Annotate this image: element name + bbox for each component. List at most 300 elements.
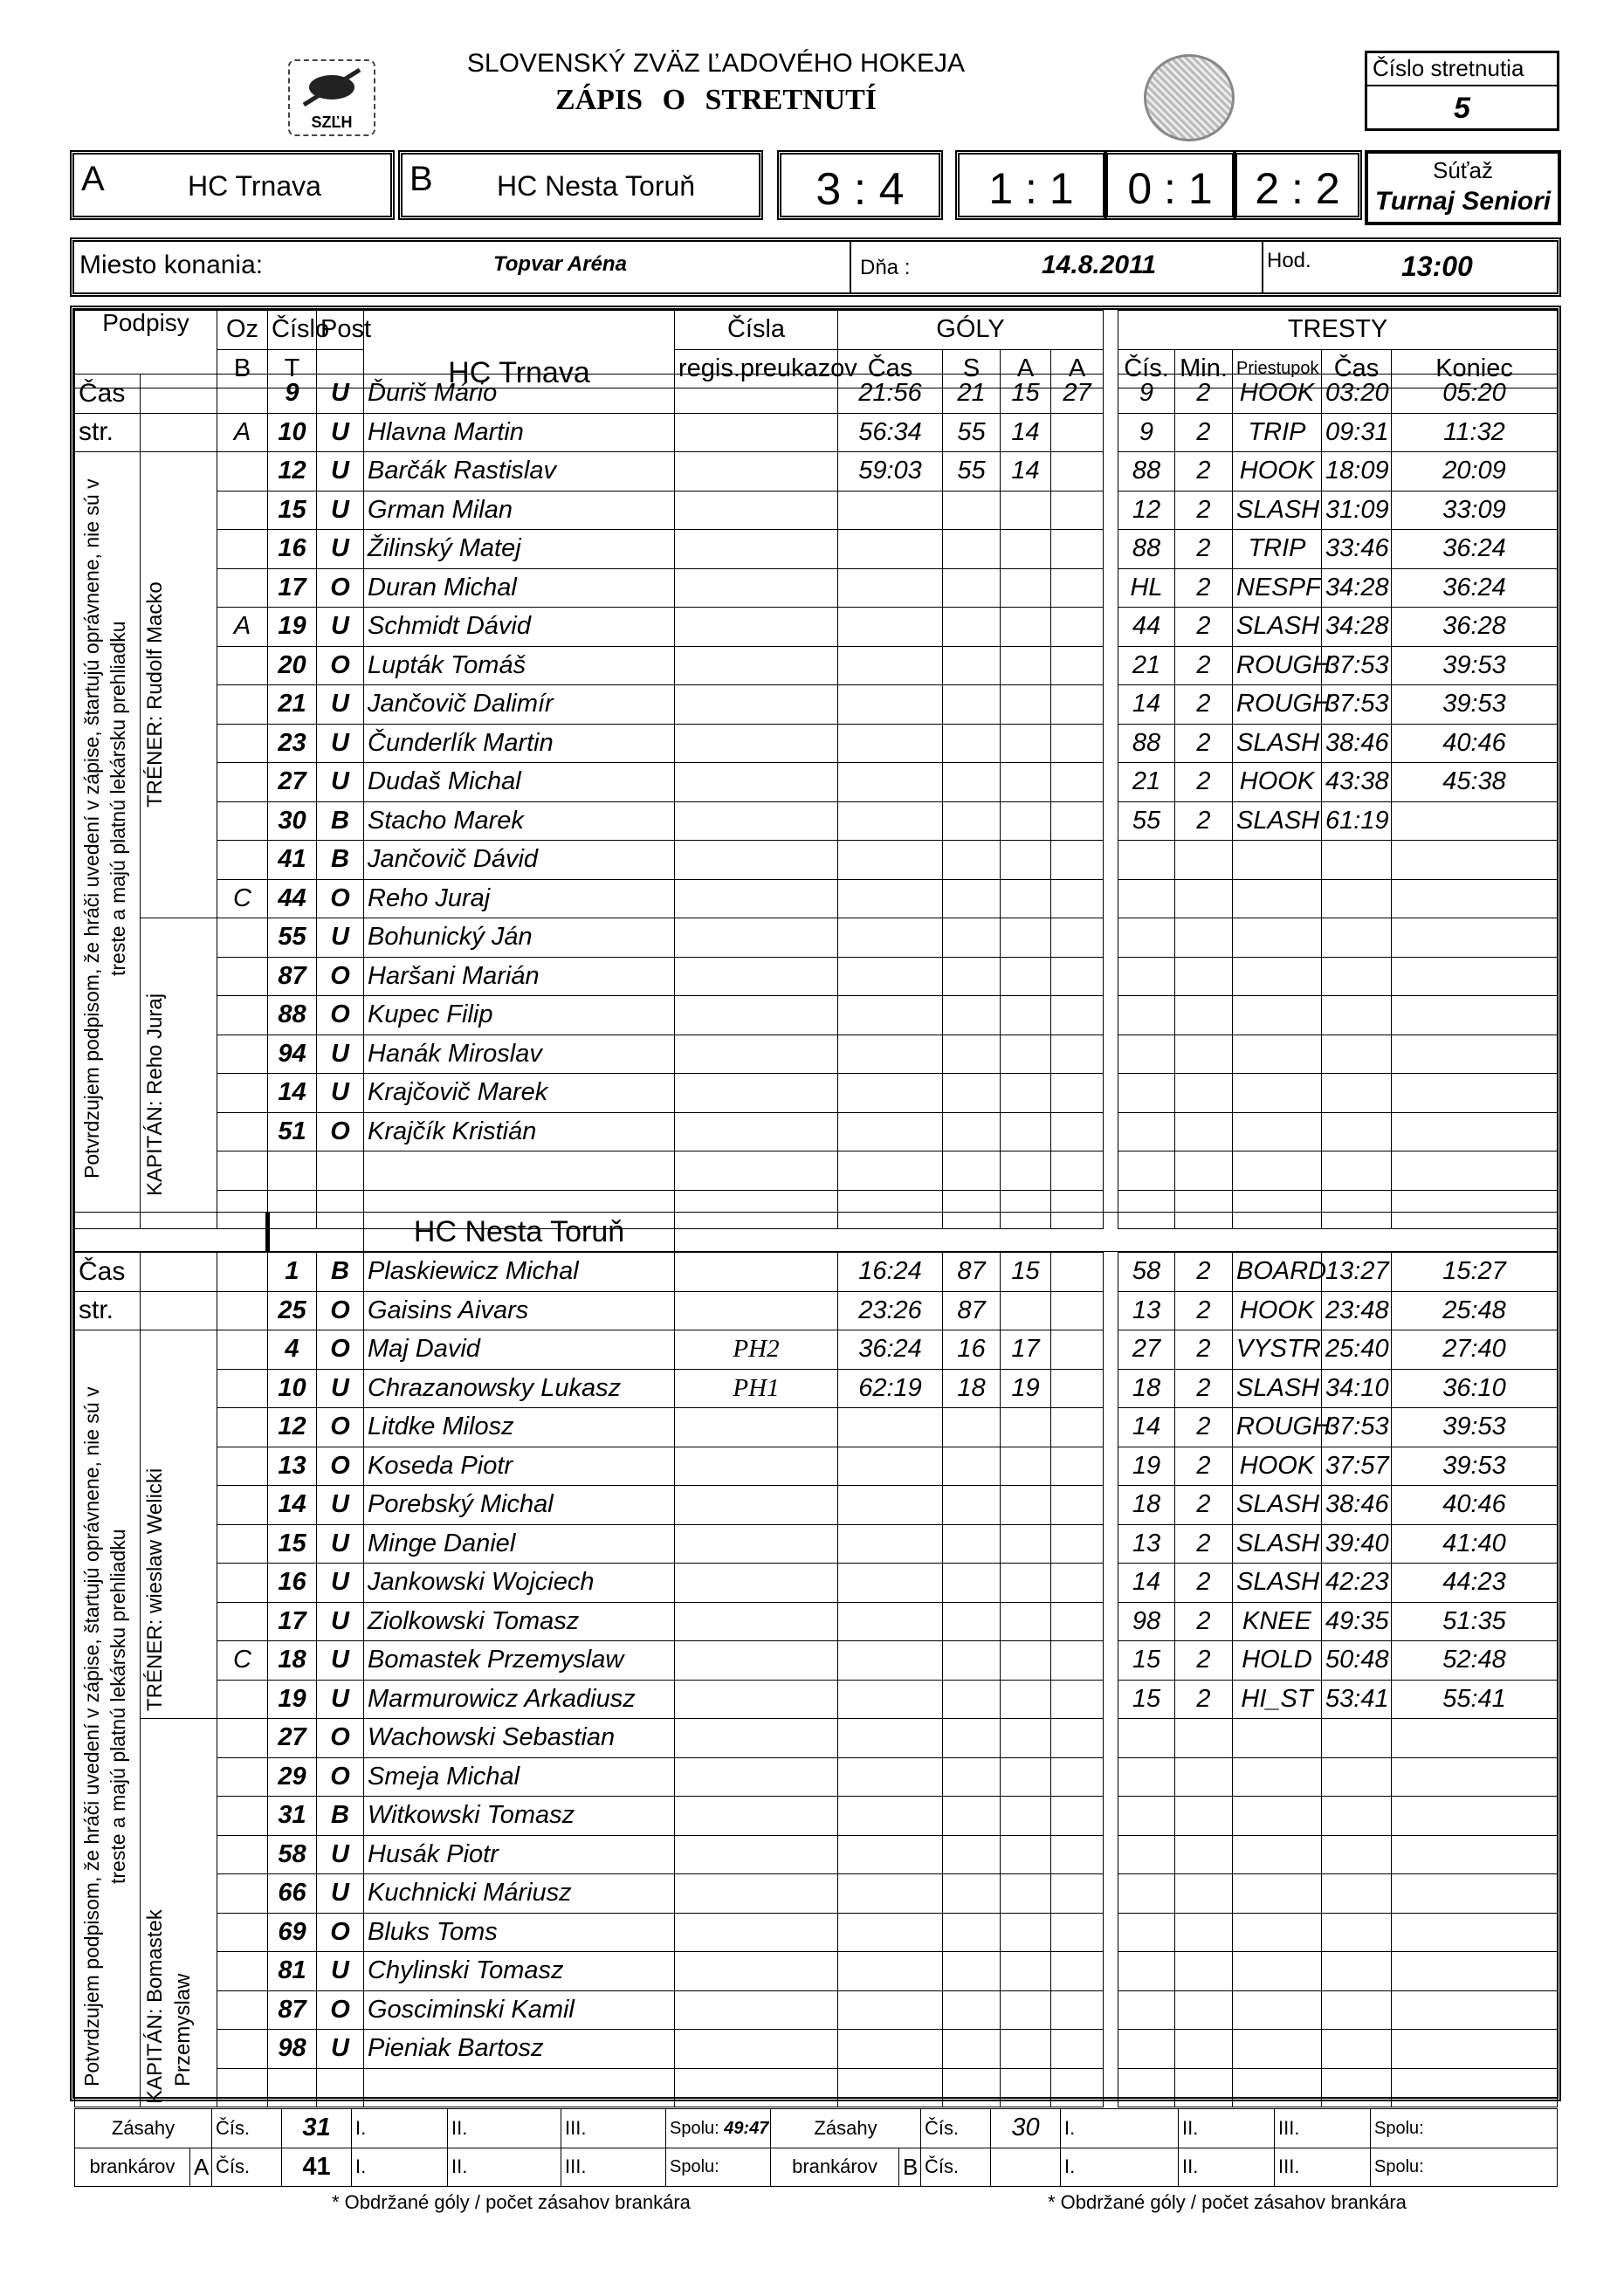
captain-mark	[217, 2030, 268, 2069]
goalie-label-b-2: brankárov	[771, 2148, 899, 2187]
goal-assist-2	[1051, 1757, 1104, 1797]
penalty-offense: SLASH	[1233, 608, 1322, 647]
registration-number	[675, 646, 838, 685]
jersey-number: 20	[268, 646, 317, 685]
penalty-minutes: 2	[1175, 646, 1233, 685]
goal-time	[838, 646, 943, 685]
spacer	[1104, 608, 1118, 647]
penalty-start	[1322, 879, 1392, 918]
penalty-minutes	[1175, 1035, 1233, 1074]
goal-assist-2	[1051, 646, 1104, 685]
goalie-label-b-1: Zásahy	[771, 2109, 921, 2148]
penalty-player: 13	[1118, 1524, 1175, 1564]
goal-time: 62:19	[838, 1369, 943, 1408]
goal-scorer	[943, 646, 1001, 685]
goal-assist-1	[1001, 996, 1051, 1035]
goal-assist-2	[1051, 1330, 1104, 1370]
penalty-offense: HOOK	[1233, 1291, 1322, 1330]
penalty-end	[1392, 1835, 1558, 1874]
penalty-offense: HOOK	[1233, 452, 1322, 492]
spacer	[1104, 1602, 1118, 1641]
captain-mark	[217, 530, 268, 569]
goal-assist-1	[1001, 491, 1051, 530]
penalty-player: 18	[1118, 1486, 1175, 1525]
goal-time	[838, 608, 943, 647]
penalty-start	[1322, 2068, 1392, 2107]
registration-number	[675, 530, 838, 569]
signatures-header: Podpisy	[75, 311, 217, 388]
registration-number	[675, 724, 838, 763]
penalty-player	[1118, 1757, 1175, 1797]
goal-assist-1	[1001, 2030, 1051, 2069]
goal-scorer: 21	[943, 375, 1001, 414]
team-b-table-title: HC Nesta Toruň	[364, 1213, 675, 1252]
position: U	[317, 685, 364, 725]
penalty-offense: NESPF	[1233, 568, 1322, 608]
table-row	[75, 1291, 1558, 1330]
spacer	[1104, 841, 1118, 880]
goal-assist-2	[1051, 1990, 1104, 2030]
player-name: Bluks Toms	[364, 1913, 675, 1952]
penalty-minutes: 2	[1175, 375, 1233, 414]
registration-number	[675, 1035, 838, 1074]
position: U	[317, 918, 364, 958]
penalty-offense: TRIP	[1233, 530, 1322, 569]
goal-assist-1	[1001, 957, 1051, 996]
player-name: Gaisins Aivars	[364, 1291, 675, 1330]
goalie-a1-p1: I.	[352, 2109, 448, 2148]
number-header: Číslo	[268, 311, 317, 350]
table-row	[75, 1757, 1558, 1797]
goal-time	[838, 1641, 943, 1681]
penalty-end: 44:23	[1392, 1564, 1558, 1603]
penalty-offense	[1233, 879, 1322, 918]
team-a-captain: KAPITÁN: Reho Juraj	[143, 993, 167, 1196]
penalty-end: 36:24	[1392, 568, 1558, 608]
registration-number	[675, 452, 838, 492]
goal-assist-2	[1051, 1680, 1104, 1719]
player-name: Bohunický Ján	[364, 918, 675, 958]
player-name: Jančovič Dávid	[364, 841, 675, 880]
penalty-start	[1322, 1151, 1392, 1191]
penalty-minutes	[1175, 1151, 1233, 1191]
spacer	[1104, 1151, 1118, 1191]
penalty-start: 37:53	[1322, 1408, 1392, 1447]
penalty-start: 34:28	[1322, 608, 1392, 647]
penalty-minutes	[1175, 1757, 1233, 1797]
score-separator: :	[1025, 164, 1037, 213]
player-name: Witkowski Tomasz	[364, 1797, 675, 1836]
penalty-offense: SLASH	[1233, 1564, 1322, 1603]
captain-mark	[217, 1447, 268, 1486]
goal-assist-2	[1051, 1564, 1104, 1603]
penalties-header: TRESTY	[1118, 311, 1558, 350]
penalty-offense	[1233, 1835, 1322, 1874]
goal-assist-1	[1001, 646, 1051, 685]
penalty-end: 15:27	[1392, 1253, 1558, 1292]
captain-mark: C	[217, 1641, 268, 1681]
penalty-start: 50:48	[1322, 1641, 1392, 1681]
penalty-start	[1322, 996, 1392, 1035]
player-name: Haršani Marián	[364, 957, 675, 996]
penalty-minutes	[1175, 957, 1233, 996]
captain-mark	[217, 1330, 268, 1370]
table-row	[75, 1035, 1558, 1074]
player-name: Chrazanowsky Lukasz	[364, 1369, 675, 1408]
captain-mark	[217, 685, 268, 725]
penalty-offense	[1233, 1797, 1322, 1836]
registration-number	[675, 1408, 838, 1447]
goal-scorer	[943, 1913, 1001, 1952]
penalty-start: 61:19	[1322, 801, 1392, 841]
position: U	[317, 2030, 364, 2069]
goal-scorer	[943, 1990, 1001, 2030]
jersey-number: 55	[268, 918, 317, 958]
penalty-start: 42:23	[1322, 1564, 1392, 1603]
goal-time	[838, 957, 943, 996]
penalty-start: 37:53	[1322, 646, 1392, 685]
goal-assist-1	[1001, 1990, 1051, 2030]
penalty-offense: BOARD	[1233, 1253, 1322, 1292]
penalty-player	[1118, 1035, 1175, 1074]
pen-number-header: Čís.	[1118, 349, 1175, 388]
penalty-player: 88	[1118, 530, 1175, 569]
goalie-b1-p2: II.	[1179, 2109, 1275, 2148]
time-out-label-2: str.	[75, 413, 141, 452]
logo-text: SZĽH	[311, 113, 353, 131]
jersey-number: 13	[268, 1447, 317, 1486]
table-row	[75, 646, 1558, 685]
jersey-number: 1	[268, 1253, 317, 1292]
penalty-player	[1118, 996, 1175, 1035]
penalty-player: 19	[1118, 1447, 1175, 1486]
table-row	[75, 1369, 1558, 1408]
jersey-number: 31	[268, 1797, 317, 1836]
penalty-player: 21	[1118, 646, 1175, 685]
goal-time	[838, 1112, 943, 1151]
goal-scorer	[943, 1074, 1001, 1113]
position: U	[317, 1074, 364, 1113]
penalty-end: 40:46	[1392, 724, 1558, 763]
goal-scorer: 18	[943, 1369, 1001, 1408]
registration-number	[675, 1253, 838, 1292]
position: B	[317, 1253, 364, 1292]
goal-scorer	[943, 685, 1001, 725]
jersey-number: 44	[268, 879, 317, 918]
position: O	[317, 1757, 364, 1797]
player-name: Žilinský Matej	[364, 530, 675, 569]
goal-time	[838, 1835, 943, 1874]
registration-number	[675, 375, 838, 414]
goalie-b1-number: 30	[991, 2109, 1061, 2148]
goal-assist-2	[1051, 1641, 1104, 1681]
penalty-end: 39:53	[1392, 1447, 1558, 1486]
captain-mark	[217, 1952, 268, 1991]
spacer	[1104, 1913, 1118, 1952]
goal-scorer	[943, 996, 1001, 1035]
jersey-number: 19	[268, 1680, 317, 1719]
goal-assist-1	[1001, 724, 1051, 763]
penalty-player	[1118, 1151, 1175, 1191]
captain-mark	[217, 1112, 268, 1151]
jersey-number: 87	[268, 1990, 317, 2030]
szlh-logo	[288, 59, 375, 136]
registration-number	[675, 763, 838, 802]
pen-minutes-header: Min.	[1175, 349, 1233, 388]
penalty-start	[1322, 1112, 1392, 1151]
goal-scorer	[943, 1486, 1001, 1525]
goal-assist-1	[1001, 530, 1051, 569]
registration-number: PH2	[675, 1330, 838, 1370]
position: O	[317, 1990, 364, 2030]
team-a-letter: A	[81, 160, 105, 198]
spacer	[1104, 1291, 1118, 1330]
penalty-end	[1392, 1757, 1558, 1797]
position: U	[317, 452, 364, 492]
goal-assist-1: 17	[1001, 1330, 1051, 1370]
goal-assist-2	[1051, 491, 1104, 530]
position: O	[317, 1447, 364, 1486]
signature-cell	[141, 375, 217, 414]
penalty-end: 36:10	[1392, 1369, 1558, 1408]
spacer	[1104, 1074, 1118, 1113]
jersey-number	[268, 1151, 317, 1191]
pen-start-header: Čas	[1322, 349, 1392, 388]
spacer	[1104, 1330, 1118, 1370]
goal-time	[838, 1447, 943, 1486]
goal-time	[838, 724, 943, 763]
league-crest	[1144, 54, 1235, 141]
penalty-start	[1322, 918, 1392, 958]
penalty-start: 31:09	[1322, 491, 1392, 530]
team-b-captain-1: KAPITÁN: Bomastek	[143, 1909, 167, 2104]
team-b-box	[398, 150, 763, 220]
goalie-team-a-letter: A	[190, 2148, 212, 2187]
table-row	[75, 1486, 1558, 1525]
spacer	[1104, 1797, 1118, 1836]
penalty-end: 39:53	[1392, 685, 1558, 725]
table-row	[75, 879, 1558, 918]
captain-mark	[217, 1757, 268, 1797]
registration-number	[675, 1602, 838, 1641]
penalty-player	[1118, 1797, 1175, 1836]
registration-number	[675, 1564, 838, 1603]
penalty-offense	[1233, 2068, 1322, 2107]
table-row	[75, 2068, 1558, 2107]
team-a-coach: TRÉNER: Rudolf Macko	[143, 581, 167, 808]
goal-assist-1	[1001, 1112, 1051, 1151]
assist1-header: A	[1001, 349, 1051, 388]
penalty-start: 13:27	[1322, 1253, 1392, 1292]
goal-assist-2	[1051, 1835, 1104, 1874]
reg-header-2: regis.preukazov	[675, 349, 838, 388]
goal-scorer	[943, 1757, 1001, 1797]
goal-assist-1	[1001, 763, 1051, 802]
goal-time	[838, 1602, 943, 1641]
jersey-number	[268, 2068, 317, 2107]
table-row	[75, 763, 1558, 802]
penalty-minutes	[1175, 1112, 1233, 1151]
goal-scorer	[943, 1151, 1001, 1191]
goal-scorer	[943, 1524, 1001, 1564]
penalty-minutes	[1175, 1797, 1233, 1836]
goal-scorer	[943, 724, 1001, 763]
penalty-minutes	[1175, 1074, 1233, 1113]
penalty-start	[1322, 1074, 1392, 1113]
player-name: Plaskiewicz Michal	[364, 1253, 675, 1292]
penalty-end	[1392, 1112, 1558, 1151]
goal-time	[838, 1757, 943, 1797]
goal-assist-1: 15	[1001, 1253, 1051, 1292]
registration-number	[675, 957, 838, 996]
penalty-player: 88	[1118, 724, 1175, 763]
penalty-minutes	[1175, 1990, 1233, 2030]
reg-header-1: Čísla	[675, 311, 838, 350]
penalty-start	[1322, 1757, 1392, 1797]
goal-time	[838, 1408, 943, 1447]
position: U	[317, 491, 364, 530]
goal-time	[838, 1074, 943, 1113]
spacer	[1104, 1486, 1118, 1525]
penalty-minutes: 2	[1175, 685, 1233, 725]
spacer	[1104, 2030, 1118, 2069]
penalty-minutes: 2	[1175, 452, 1233, 492]
goal-assist-1	[1001, 1835, 1051, 1874]
goal-assist-2	[1051, 452, 1104, 492]
jersey-number: 12	[268, 1408, 317, 1447]
penalty-start: 03:20	[1322, 375, 1392, 414]
player-name: Schmidt Dávid	[364, 608, 675, 647]
goal-assist-2	[1051, 1447, 1104, 1486]
goal-assist-1	[1001, 1035, 1051, 1074]
jersey-number: 12	[268, 452, 317, 492]
goal-assist-1	[1001, 1797, 1051, 1836]
spacer	[1104, 530, 1118, 569]
position: U	[317, 724, 364, 763]
position: U	[317, 1369, 364, 1408]
team-a-box	[70, 150, 395, 220]
penalty-minutes	[1175, 1913, 1233, 1952]
position: U	[317, 375, 364, 414]
penalty-offense	[1233, 1151, 1322, 1191]
penalty-minutes	[1175, 996, 1233, 1035]
registration-number	[675, 608, 838, 647]
goal-assist-1	[1001, 879, 1051, 918]
penalty-player	[1118, 1074, 1175, 1113]
table-row	[75, 1913, 1558, 1952]
penalty-start: 34:28	[1322, 568, 1392, 608]
goal-scorer	[943, 2068, 1001, 2107]
penalty-end: 27:40	[1392, 1330, 1558, 1370]
goal-scorer	[943, 1564, 1001, 1603]
table-row	[75, 1602, 1558, 1641]
document-title: ZÁPIS O STRETNUTÍ	[554, 84, 877, 116]
spacer	[1104, 1112, 1118, 1151]
goal-assist-1	[1001, 801, 1051, 841]
goal-time	[838, 1680, 943, 1719]
penalty-start	[1322, 1835, 1392, 1874]
penalty-offense: ROUGH	[1233, 646, 1322, 685]
goalie-label-a-1: Zásahy	[75, 2109, 212, 2148]
jersey-number: 16	[268, 1564, 317, 1603]
oz-header: Oz	[217, 311, 268, 350]
table-row	[75, 957, 1558, 996]
date-label: Dňa :	[860, 256, 911, 279]
goal-scorer	[943, 801, 1001, 841]
captain-mark	[217, 1990, 268, 2030]
goalie-a2-p2: II.	[448, 2148, 561, 2187]
captain-mark	[217, 1408, 268, 1447]
final-score-b: 4	[878, 164, 905, 215]
penalty-offense: SLASH	[1233, 491, 1322, 530]
goal-scorer	[943, 841, 1001, 880]
registration-number	[675, 491, 838, 530]
position: U	[317, 763, 364, 802]
signature-cell	[141, 413, 217, 452]
jersey-number: 17	[268, 1602, 317, 1641]
jersey-number: 94	[268, 1035, 317, 1074]
goal-assist-2	[1051, 685, 1104, 725]
spacer	[1104, 1952, 1118, 1991]
goalie-a2-spolu: Spolu:	[666, 2148, 771, 2187]
penalty-player: 88	[1118, 452, 1175, 492]
player-name	[364, 2068, 675, 2107]
penalty-end	[1392, 996, 1558, 1035]
penalty-end	[1392, 1913, 1558, 1952]
goal-assist-2	[1051, 957, 1104, 996]
goal-assist-1	[1001, 1564, 1051, 1603]
penalty-offense	[1233, 1757, 1322, 1797]
penalty-minutes: 2	[1175, 1447, 1233, 1486]
captain-mark: C	[217, 879, 268, 918]
goalie-label-a-2: brankárov	[75, 2148, 190, 2187]
competition-label: Súťaž	[1432, 157, 1493, 183]
penalty-start: 25:40	[1322, 1330, 1392, 1370]
goal-time	[838, 568, 943, 608]
goal-time	[838, 1486, 943, 1525]
goal-time	[838, 1524, 943, 1564]
registration-number	[675, 801, 838, 841]
player-name: Jančovič Dalimír	[364, 685, 675, 725]
penalty-minutes: 2	[1175, 1369, 1233, 1408]
registration-number	[675, 1913, 838, 1952]
goal-assist-2	[1051, 918, 1104, 958]
captain-mark	[217, 1835, 268, 1874]
goal-assist-1	[1001, 1913, 1051, 1952]
penalty-minutes	[1175, 2030, 1233, 2069]
penalty-start: 09:31	[1322, 413, 1392, 452]
table-row	[75, 1408, 1558, 1447]
position: U	[317, 1641, 364, 1681]
score-separator: :	[1164, 164, 1176, 213]
penalty-offense: TRIP	[1233, 413, 1322, 452]
penalty-player: HL	[1118, 568, 1175, 608]
period2-a: 0	[1127, 164, 1153, 213]
goalie-b2-p2: II.	[1179, 2148, 1275, 2187]
period2-b: 1	[1187, 164, 1213, 213]
jersey-number: 81	[268, 1952, 317, 1991]
penalty-offense	[1233, 1074, 1322, 1113]
position: O	[317, 1112, 364, 1151]
goal-assist-1: 14	[1001, 413, 1051, 452]
penalty-minutes	[1175, 1874, 1233, 1914]
goal-assist-2	[1051, 530, 1104, 569]
signature-cell	[141, 1253, 217, 1292]
team-a-table-title: HC Trnava	[364, 311, 675, 388]
table-row	[75, 1874, 1558, 1914]
goal-scorer	[943, 530, 1001, 569]
position	[317, 2068, 364, 2107]
